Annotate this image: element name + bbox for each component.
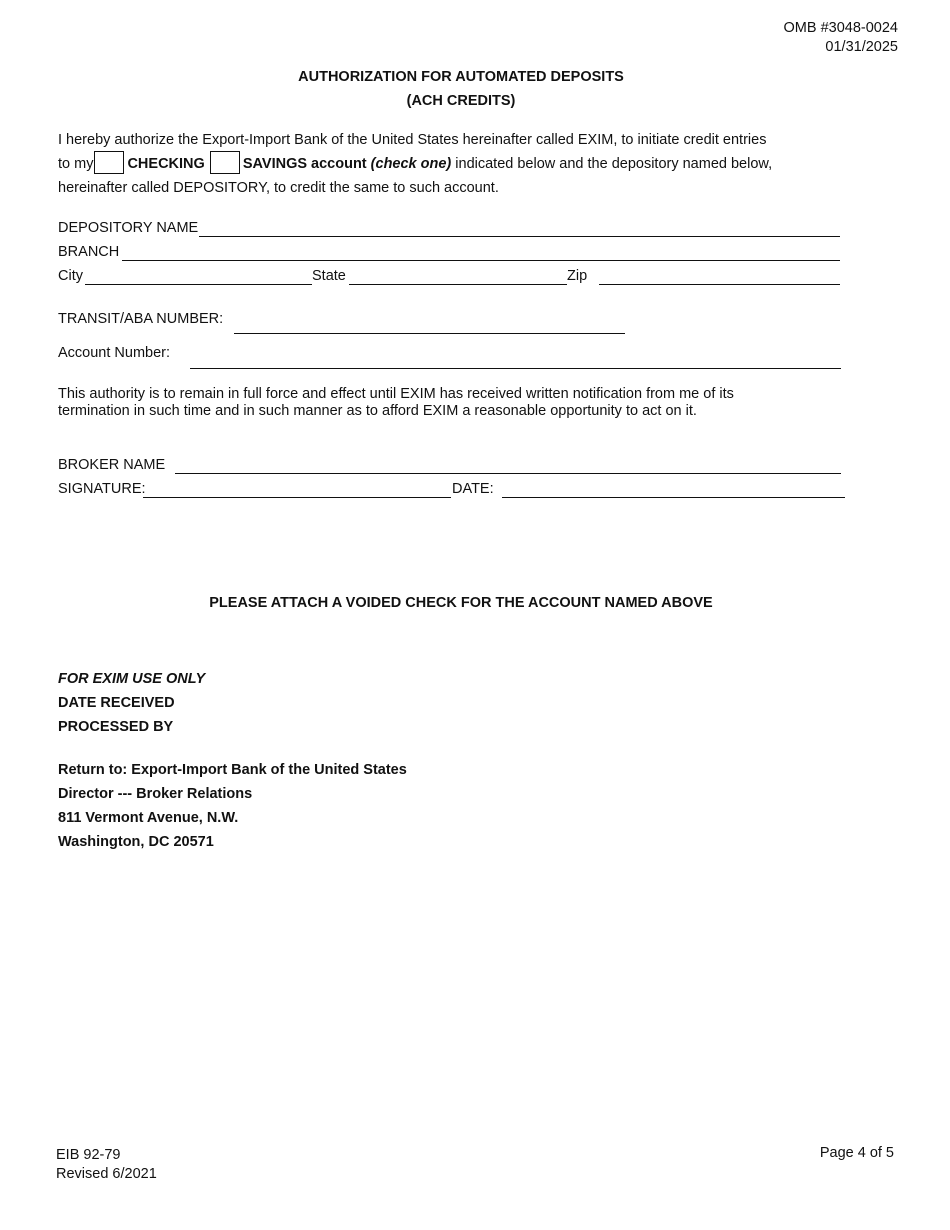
intro-line-3: hereinafter called DEPOSITORY, to credit the same to such account. bbox=[58, 180, 499, 196]
omb-date: 01/31/2025 bbox=[825, 39, 898, 55]
depository-name-field[interactable] bbox=[199, 236, 840, 237]
broker-name-label: BROKER NAME bbox=[58, 457, 166, 473]
account-number-label: Account Number: bbox=[58, 345, 171, 361]
processed-by-label: PROCESSED BY bbox=[58, 719, 174, 735]
date-received-label: DATE RECEIVED bbox=[58, 695, 175, 711]
intro-line-2 bbox=[58, 152, 772, 176]
signature-label: SIGNATURE: bbox=[58, 481, 146, 497]
checking-label: CHECKING bbox=[127, 156, 205, 172]
intro-paragraph bbox=[58, 128, 772, 200]
omb-number: OMB #3048-0024 bbox=[783, 20, 898, 36]
check-one-text: (check one) bbox=[370, 156, 452, 172]
page-number: Page 4 of 5 bbox=[819, 1145, 894, 1161]
return-line-4: Washington, DC 20571 bbox=[58, 834, 214, 850]
state-label: State bbox=[312, 268, 346, 284]
savings-label: SAVINGS account bbox=[242, 156, 367, 172]
authority-paragraph bbox=[58, 386, 734, 420]
omb-block bbox=[784, 19, 898, 57]
form-title: AUTHORIZATION FOR AUTOMATED DEPOSITS bbox=[298, 69, 624, 85]
checking-checkbox[interactable] bbox=[94, 151, 124, 174]
date-label: DATE: bbox=[452, 481, 494, 497]
return-line-2: Director --- Broker Relations bbox=[58, 786, 253, 802]
return-line-1: Return to: Export-Import Bank of the United States bbox=[58, 762, 407, 778]
savings-checkbox[interactable] bbox=[210, 151, 240, 174]
transit-aba-label: TRANSIT/ABA NUMBER: bbox=[58, 311, 224, 327]
date-field[interactable] bbox=[502, 497, 845, 498]
intro-line-2-rest: indicated below and the depository named below, bbox=[455, 156, 773, 172]
intro-line-1: I hereby authorize the Export-Import Bank of the United States hereinafter called EXIM, to initiate credit entries bbox=[58, 132, 767, 148]
zip-label: Zip bbox=[567, 268, 588, 284]
account-number-field[interactable] bbox=[190, 368, 841, 369]
authority-line-2: termination in such time and in such manner as to afford EXIM a reasonable opportunity to act on it. bbox=[58, 403, 697, 419]
revised-date: Revised 6/2021 bbox=[56, 1166, 157, 1182]
form-subtitle: (ACH CREDITS) bbox=[406, 93, 516, 109]
transit-aba-field[interactable] bbox=[234, 333, 625, 334]
broker-name-field[interactable] bbox=[175, 473, 841, 474]
to-my-text: to my bbox=[58, 156, 94, 172]
footer-form-info bbox=[56, 1146, 157, 1184]
return-line-3: 811 Vermont Avenue, N.W. bbox=[58, 810, 239, 826]
city-label: City bbox=[58, 268, 83, 284]
voided-check-notice: PLEASE ATTACH A VOIDED CHECK FOR THE ACCOUNT NAMED ABOVE bbox=[209, 595, 713, 611]
depository-name-label: DEPOSITORY NAME bbox=[58, 220, 199, 236]
signature-field[interactable] bbox=[143, 497, 451, 498]
state-field[interactable] bbox=[349, 284, 567, 285]
return-address bbox=[58, 758, 407, 854]
exim-use-block bbox=[58, 667, 205, 739]
exim-use-heading: FOR EXIM USE ONLY bbox=[58, 671, 206, 687]
authority-line-1: This authority is to remain in full force and effect until EXIM has received written notification from me of its bbox=[58, 386, 734, 402]
zip-field[interactable] bbox=[599, 284, 840, 285]
city-field[interactable] bbox=[85, 284, 312, 285]
branch-label: BRANCH bbox=[58, 244, 120, 260]
branch-field[interactable] bbox=[122, 260, 840, 261]
form-number: EIB 92-79 bbox=[56, 1147, 121, 1163]
